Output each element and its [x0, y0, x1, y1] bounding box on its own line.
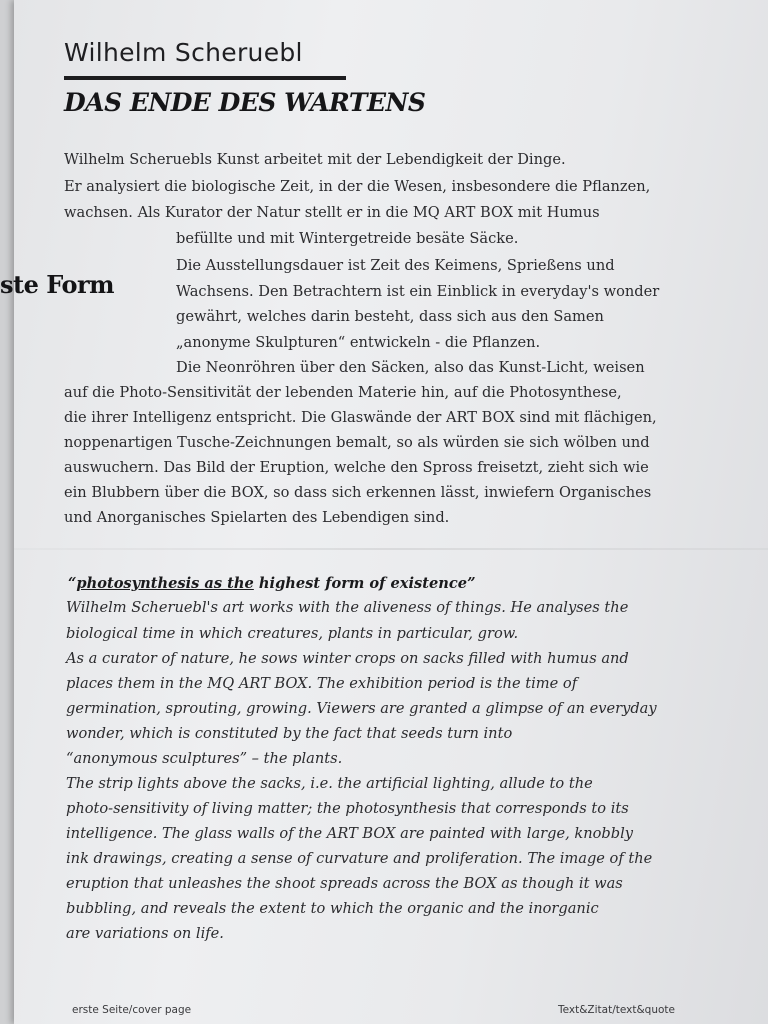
german-line: Die Ausstellungsdauer ist Zeit des Keimens, Sprießens und: [176, 257, 615, 274]
german-line: Die Neonröhren über den Säcken, also das Kunst-Licht, weisen: [176, 359, 645, 376]
german-line: Wachsens. Den Betrachtern ist ein Einblick in everyday's wonder: [176, 283, 660, 300]
german-line: und Anorganisches Spielarten des Lebendigen sind.: [64, 509, 450, 526]
german-line: auswuchern. Das Bild der Eruption, welche den Spross freisetzt, zieht sich wie: [64, 459, 649, 476]
german-line: wachsen. Als Kurator der Natur stellt er in die MQ ART BOX mit Humus: [64, 204, 600, 221]
english-line: germination, sprouting, growing. Viewers are granted a glimpse of an everyday: [66, 700, 657, 717]
quote-rest: highest form of existence”: [253, 575, 476, 592]
fold-line: [14, 548, 768, 550]
german-line: auf die Photo-Sensitivität der lebenden Materie hin, auf die Photosynthese,: [64, 384, 622, 401]
english-line: biological time in which creatures, plants in particular, grow.: [66, 625, 519, 642]
english-line: wonder, which is constituted by the fact that seeds turn into: [66, 725, 513, 742]
english-line: photo-sensitivity of living matter; the photosynthesis that corresponds to its: [66, 800, 629, 817]
english-line: “anonymous sculptures” – the plants.: [66, 750, 343, 767]
footer-left: erste Seite/cover page: [72, 1004, 192, 1016]
quote-heading: [68, 575, 475, 592]
page-title: DAS ENDE DES WARTENS: [64, 88, 426, 117]
title-rule: [64, 76, 346, 80]
english-line: places them in the MQ ART BOX. The exhibition period is the time of: [66, 675, 578, 692]
english-line: intelligence. The glass walls of the ART BOX are painted with large, knobbly: [66, 825, 633, 842]
english-line: Wilhelm Scheruebl's art works with the aliveness of things. He analyses the: [66, 599, 629, 616]
german-line: gewährt, welches darin besteht, dass sich aus den Samen: [176, 308, 604, 325]
english-line: are variations on life.: [66, 925, 224, 942]
footer-right: Text&Zitat/text&quote: [558, 1004, 675, 1016]
german-line: Er analysiert die biologische Zeit, in der die Wesen, insbesondere die Pflanzen,: [64, 178, 651, 195]
german-line: ein Blubbern über die BOX, so dass sich erkennen lässt, inwiefern Organisches: [64, 484, 652, 501]
english-line: The strip lights above the sacks, i.e. the artificial lighting, allude to the: [66, 775, 593, 792]
english-line: ink drawings, creating a sense of curvature and proliferation. The image of the: [66, 850, 653, 867]
side-heading: ste Form: [0, 270, 114, 299]
english-line: bubbling, and reveals the extent to which the organic and the inorganic: [66, 900, 599, 917]
german-line: noppenartigen Tusche-Zeichnungen bemalt, so als würden sie sich wölben und: [64, 434, 650, 451]
german-line: befüllte und mit Wintergetreide besäte Säcke.: [176, 230, 519, 247]
english-line: eruption that unleashes the shoot spreads across the BOX as though it was: [66, 875, 623, 892]
quote-underlined: photosynthesis as the: [76, 575, 254, 592]
german-line: „anonyme Skulpturen“ entwickeln - die Pflanzen.: [176, 334, 541, 351]
artist-name: Wilhelm Scheruebl: [64, 38, 303, 67]
english-line: As a curator of nature, he sows winter crops on sacks filled with humus and: [66, 650, 629, 667]
german-line: die ihrer Intelligenz entspricht. Die Glaswände der ART BOX sind mit flächigen,: [64, 409, 657, 426]
quote-open-mark: “: [68, 575, 77, 592]
german-line: Wilhelm Scheruebls Kunst arbeitet mit der Lebendigkeit der Dinge.: [64, 151, 566, 168]
